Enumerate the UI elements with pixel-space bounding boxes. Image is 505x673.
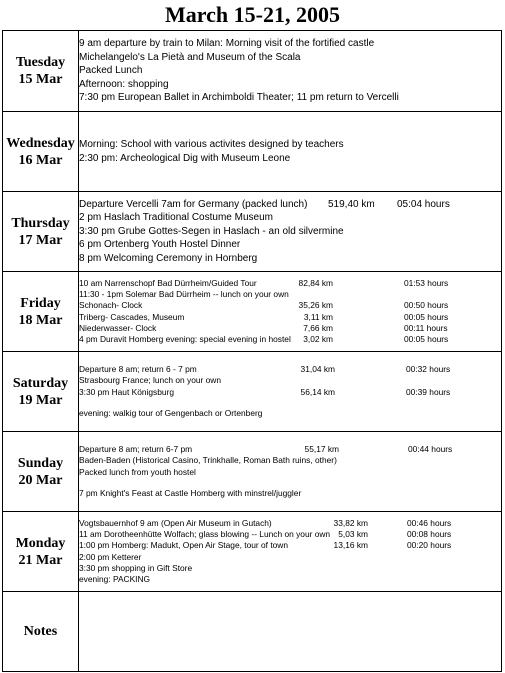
day-name: Tuesday xyxy=(15,55,66,70)
schedule-item xyxy=(79,563,501,574)
distance-km: 82,84 km xyxy=(298,277,333,288)
travel-time: 00:05 hours xyxy=(404,334,449,345)
schedule-item-text: Packed Lunch xyxy=(79,65,143,77)
schedule-item-text: evening: walkig tour of Gengenbach or Ortenberg xyxy=(79,407,263,418)
schedule-item-text: 11:30 - 1pm Solemar Bad Dürrheim -- lunch on your own xyxy=(79,288,289,299)
schedule-item xyxy=(79,364,501,375)
distance-km: 33,82 km xyxy=(333,517,368,528)
table-row xyxy=(3,31,502,112)
day-name: Saturday xyxy=(12,375,69,391)
day-date: 19 Mar xyxy=(18,392,63,408)
schedule-item xyxy=(79,78,501,92)
day-cell xyxy=(3,112,79,192)
schedule-item xyxy=(79,252,501,266)
schedule-item xyxy=(79,529,501,540)
schedule-item xyxy=(79,278,501,289)
day-cell xyxy=(3,512,79,592)
schedule-item xyxy=(79,37,501,51)
schedule-item-text: Departure 8 am; return 6 - 7 pm xyxy=(79,363,197,374)
schedule-item xyxy=(79,540,501,551)
schedule-table xyxy=(2,30,502,672)
schedule-item xyxy=(79,312,501,323)
schedule-item xyxy=(79,375,501,386)
travel-time: 00:11 hours xyxy=(404,322,448,333)
day-cell xyxy=(3,592,79,672)
schedule-item xyxy=(79,225,501,239)
day-cell xyxy=(3,31,79,112)
schedule-item xyxy=(79,574,501,585)
travel-time: 00:08 hours xyxy=(407,528,452,539)
schedule-item xyxy=(79,51,501,65)
distance-km: 519,40 km xyxy=(328,198,375,210)
schedule-item-text: 9 am departure by train to Milan: Morning visit of the fortified castle xyxy=(79,38,375,50)
schedule-item-text: Strasbourg France; lunch on your own xyxy=(79,375,221,386)
distance-km: 7,66 km xyxy=(303,322,333,333)
day-name: Sunday xyxy=(17,455,64,471)
day-date: 17 Mar xyxy=(18,232,63,248)
distance-km: 5,03 km xyxy=(338,528,368,539)
schedule-item xyxy=(79,64,501,78)
day-date: 16 Mar xyxy=(18,152,63,168)
schedule-item xyxy=(79,467,501,478)
travel-time: 00:44 hours xyxy=(408,443,453,454)
travel-time: 00:46 hours xyxy=(407,517,452,528)
day-schedule xyxy=(79,112,502,192)
table-row xyxy=(3,112,502,192)
schedule-item-text: Michelangelo's La Pietà and Museum of the Scala xyxy=(79,51,301,63)
spacer xyxy=(79,398,501,408)
schedule-item-text: Departure 8 am; return 6-7 pm xyxy=(79,443,193,454)
day-name: Friday xyxy=(20,295,61,311)
schedule-item xyxy=(79,323,501,334)
distance-km: 35,26 km xyxy=(298,300,333,311)
table-row xyxy=(3,192,502,272)
schedule-item-text: 3:30 pm Haut Königsburg xyxy=(79,386,174,397)
travel-time: 01:53 hours xyxy=(404,277,449,288)
day-date: 21 Mar xyxy=(18,552,63,568)
schedule-item xyxy=(79,552,501,563)
travel-time: 00:20 hours xyxy=(407,540,452,551)
schedule-item-text: 2:00 pm Ketterer xyxy=(79,551,142,562)
page-title: March 15-21, 2005 xyxy=(165,2,340,27)
schedule-item xyxy=(79,444,501,455)
day-date: 15 Mar xyxy=(18,72,63,87)
distance-km: 31,04 km xyxy=(300,363,335,374)
day-name: Thursday xyxy=(11,215,70,231)
schedule-item xyxy=(79,198,501,212)
table-row xyxy=(3,592,502,672)
schedule-item xyxy=(79,91,501,105)
schedule-item-text: Afternoon: shopping xyxy=(79,78,169,90)
notes-area xyxy=(79,592,502,672)
day-cell xyxy=(3,192,79,272)
schedule-item-text: evening: PACKING xyxy=(79,574,151,585)
distance-km: 55,17 km xyxy=(304,443,339,454)
travel-time: 00:05 hours xyxy=(404,311,449,322)
schedule-item-text: Triberg- Cascades, Museum xyxy=(79,311,185,322)
table-row xyxy=(3,432,502,512)
table-row xyxy=(3,352,502,432)
schedule-item xyxy=(79,289,501,300)
schedule-item xyxy=(79,408,501,419)
day-cell xyxy=(3,272,79,352)
day-schedule xyxy=(79,432,502,512)
distance-km: 3,11 km xyxy=(303,311,333,322)
table-row xyxy=(3,272,502,352)
schedule-item xyxy=(79,387,501,398)
day-cell xyxy=(3,352,79,432)
day-date: 20 Mar xyxy=(18,472,63,488)
schedule-item xyxy=(79,518,501,529)
schedule-item-text: Packed lunch from youth hostel xyxy=(79,466,196,477)
schedule-item-text: 11 am Dorotheenhütte Wolfach; glass blowing -- Lunch on your own xyxy=(79,528,331,539)
schedule-item-text: 8 pm Welcoming Ceremony in Hornberg xyxy=(79,252,258,264)
day-schedule xyxy=(79,512,502,592)
schedule-item-text: 2:30 pm: Archeological Dig with Museum Leone xyxy=(79,152,291,164)
day-name: Wednesday xyxy=(6,135,75,151)
schedule-item-text: Niederwasser- Clock xyxy=(79,322,157,333)
distance-km: 13,16 km xyxy=(333,540,368,551)
schedule-item-text: Schonach- Clock xyxy=(79,300,143,311)
day-schedule xyxy=(79,192,502,272)
day-schedule xyxy=(79,272,502,352)
schedule-item xyxy=(79,211,501,225)
distance-km: 56,14 km xyxy=(300,386,335,397)
schedule-item-text: 7 pm Knight's Feast at Castle Homberg with minstrel/juggler xyxy=(79,487,302,498)
day-cell xyxy=(3,432,79,512)
schedule-item-text: 7:30 pm European Ballet in Archimboldi Theater; 11 pm return to Vercelli xyxy=(79,92,399,104)
travel-time: 00:50 hours xyxy=(404,300,449,311)
schedule-item xyxy=(79,334,501,345)
schedule-item-text: Baden-Baden (Historical Casino, Trinkhalle, Roman Bath ruins, other) xyxy=(79,455,337,466)
travel-time: 05:04 hours xyxy=(397,198,450,210)
schedule-item-text: 6 pm Ortenberg Youth Hostel Dinner xyxy=(79,239,241,251)
day-date: 18 Mar xyxy=(18,312,63,328)
schedule-item-text: 10 am Narrenschopf Bad Dürrheim/Guided Tour xyxy=(79,277,257,288)
schedule-item-text: Morning: School with various activites designed by teachers xyxy=(79,139,344,150)
schedule-item-text: 4 pm Duravit Homberg evening: special evening in hostel xyxy=(79,334,291,345)
day-schedule xyxy=(79,31,502,112)
spacer xyxy=(79,478,501,488)
schedule-item xyxy=(79,152,501,166)
day-schedule xyxy=(79,352,502,432)
day-name: Notes xyxy=(23,624,58,639)
schedule-item xyxy=(79,300,501,311)
distance-km: 3,02 km xyxy=(303,334,333,345)
travel-time: 00:32 hours xyxy=(406,363,451,374)
schedule-item xyxy=(79,455,501,466)
day-name: Monday xyxy=(15,535,66,551)
schedule-item xyxy=(79,138,501,152)
schedule-item-text: 1:00 pm Homberg: Madukt, Open Air Stage, tour of town xyxy=(79,540,289,551)
schedule-item-text: 3:30 pm shopping in Gift Store xyxy=(79,562,193,573)
schedule-item-text: 2 pm Haslach Traditional Costume Museum xyxy=(79,212,273,224)
schedule-item-text: Departure Vercelli 7am for Germany (packed lunch) xyxy=(79,198,308,210)
table-row xyxy=(3,512,502,592)
schedule-item xyxy=(79,238,501,252)
travel-time: 00:39 hours xyxy=(406,386,451,397)
schedule-item-text: Vogtsbauernhof 9 am (Open Air Museum in Gutach) xyxy=(79,517,272,528)
schedule-item-text: 3:30 pm Grube Gottes-Segen in Haslach - an old silvermine xyxy=(79,225,344,237)
schedule-item xyxy=(79,488,501,499)
